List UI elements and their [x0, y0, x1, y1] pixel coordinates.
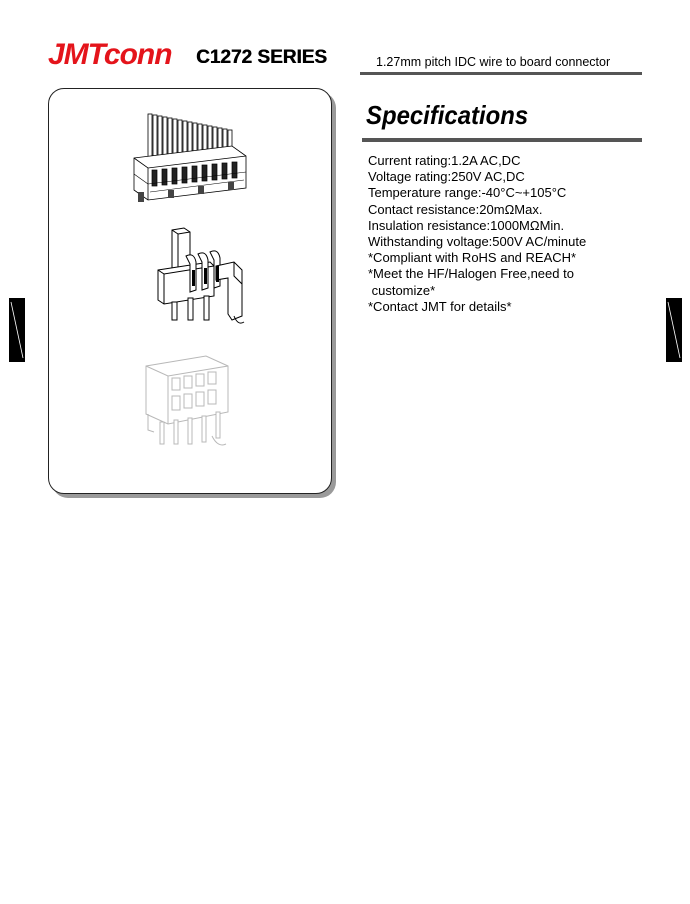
specifications-list — [368, 153, 586, 315]
spec-contact-jmt: *Contact JMT for details* — [368, 298, 512, 314]
spec-halogen-free-cont: customize* — [368, 282, 436, 298]
specifications-title: Specifications — [366, 100, 529, 130]
spec-insulation-resistance: Insulation resistance:1000MΩMin. — [368, 217, 565, 233]
header-rule — [360, 72, 642, 75]
side-tab-left — [9, 298, 25, 362]
spec-withstanding-voltage: Withstanding voltage:500V AC/minute — [368, 234, 587, 250]
spec-voltage-rating: Voltage rating:250V AC,DC — [368, 169, 525, 185]
ribbon-cable-connector-illustration — [128, 112, 250, 208]
side-tab-right — [666, 298, 682, 362]
spec-halogen-free: *Meet the HF/Halogen Free,need to — [368, 266, 574, 282]
specifications-rule — [362, 138, 642, 142]
spec-contact-resistance: Contact resistance:20mΩMax. — [368, 201, 543, 217]
spec-rohs-reach: *Compliant with RoHS and REACH* — [368, 250, 577, 266]
series-title: C1272 SERIES — [196, 47, 327, 68]
series-subtitle: 1.27mm pitch IDC wire to board connector — [376, 55, 611, 69]
idc-contact-side-illustration — [150, 226, 260, 332]
connector-outline-illustration — [140, 352, 236, 456]
spec-temperature-range: Temperature range:-40°C~+105°C — [368, 185, 567, 201]
brand-logo: JMTconn — [48, 38, 172, 71]
spec-current-rating: Current rating:1.2A AC,DC — [368, 153, 521, 168]
